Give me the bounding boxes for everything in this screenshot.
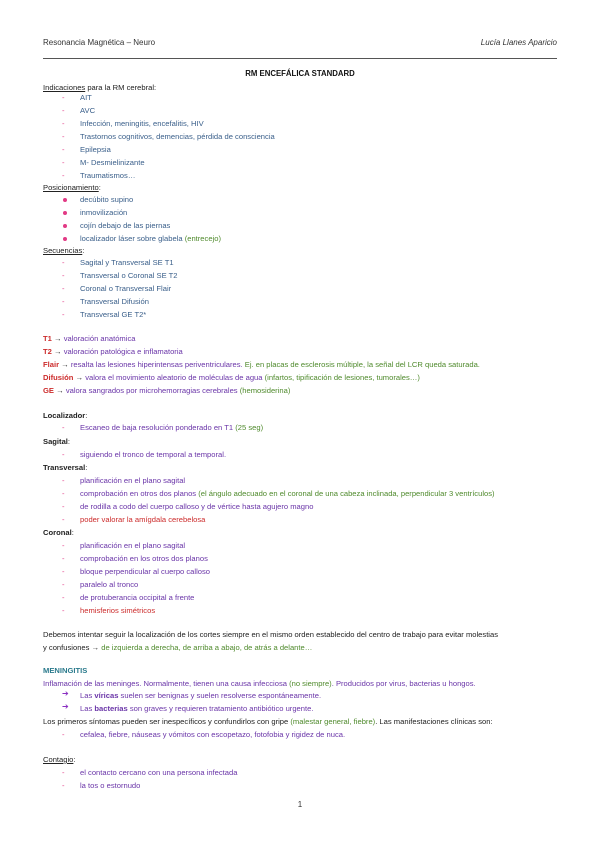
weighting-difusion: Difusión → valora el movimiento aleatorio de moléculas de agua (infartos, tipificación de lesiones, tumorales…) (43, 373, 420, 382)
list-item: decúbito supino (80, 195, 134, 204)
list-item: comprobación en otros dos planos (el ángulo adecuado en el coronal de una cabeza inclinada, perpendicular 3 ventrículos) (80, 489, 495, 498)
dash-icon: - (62, 132, 65, 141)
paragraph-line-2: y confusiones → de izquierda a derecha, de arriba a abajo, de atrás a delante… (43, 643, 313, 652)
list-item: planificación en el plano sagital (80, 541, 186, 550)
dash-icon: - (62, 593, 65, 602)
dash-icon: - (62, 284, 65, 293)
dash-icon: - (62, 271, 65, 280)
dash-icon: - (62, 515, 65, 524)
coronal-heading: Coronal: (43, 528, 74, 537)
list-item: paralelo al tronco (80, 580, 139, 589)
list-item: Transversal GE T2* (80, 310, 147, 319)
weighting-t2: T2 → valoración patológica e inflamatoria (43, 347, 183, 356)
dash-icon: - (62, 93, 65, 102)
dash-icon: - (62, 423, 65, 432)
list-item: Infección, meningitis, encefalitis, HIV (80, 119, 204, 128)
dash-icon: - (62, 768, 65, 777)
header-divider (43, 58, 557, 59)
dash-icon: - (62, 567, 65, 576)
page-number: 1 (297, 800, 303, 809)
list-item: AVC (80, 106, 96, 115)
list-item: la tos o estornudo (80, 781, 141, 790)
list-item: cojín debajo de las piernas (80, 221, 171, 230)
weighting-flair: Flair → resalta las lesiones hiperintensas periventriculares. Ej. en placas de esclerosis múltiple, la señal del LCR queda saturada. (43, 360, 480, 369)
dash-icon: - (62, 158, 65, 167)
list-item: Coronal o Transversal Flair (80, 284, 172, 293)
weighting-t1: T1 → valoración anatómica (43, 334, 136, 343)
dash-icon: - (62, 171, 65, 180)
list-item: bloque perpendicular al cuerpo calloso (80, 567, 211, 576)
list-item: comprobación en los otros dos planos (80, 554, 208, 563)
list-item: de rodilla a codo del cuerpo calloso y de vértice hasta agujero magno (80, 502, 314, 511)
list-item: siguiendo el tronco de temporal a temporal. (80, 450, 227, 459)
page-title: RM ENCEFÁLICA STANDARD (245, 69, 355, 78)
bullet-icon (63, 224, 67, 228)
dash-icon: - (62, 119, 65, 128)
list-item: localizador láser sobre glabela (entrecejo) (80, 234, 221, 243)
list-item: de protuberancia occipital a frente (80, 593, 195, 602)
list-item: Transversal Difusión (80, 297, 149, 306)
indicaciones-heading: Indicaciones para la RM cerebral: (43, 83, 157, 92)
list-item: Escaneo de baja resolución ponderado en T1 (25 seg) (80, 423, 264, 432)
list-item: el contacto cercano con una persona infectada (80, 768, 238, 777)
dash-icon: - (62, 781, 65, 790)
dash-icon: - (62, 106, 65, 115)
list-item: Las bacterias son graves y requieren tratamiento antibiótico urgente. (80, 704, 314, 713)
list-item: M- Desmielinizante (80, 158, 145, 167)
localizador-heading: Localizador: (43, 411, 88, 420)
sagital-heading: Sagital: (43, 437, 71, 446)
list-item: Trastornos cognitivos, demencias, pérdida de consciencia (80, 132, 275, 141)
paragraph-line-1: Debemos intentar seguir la localización de los cortes siempre en el mismo orden establecido del centro de trabajo para evitar molestias (43, 630, 499, 639)
dash-icon: - (62, 476, 65, 485)
meningitis-intro: Inflamación de las meninges. Normalmente, tienen una causa infecciosa (no siempre). Producidos por virus, bacterias u hongos. (43, 679, 476, 688)
list-item: Sagital y Transversal SE T1 (80, 258, 174, 267)
bullet-icon (63, 211, 67, 215)
secuencias-heading: Secuencias: (43, 246, 85, 255)
meningitis-sintomas: Los primeros síntomas pueden ser inespecíficos y confundirlos con gripe (malestar general, fiebre). Las manifestaciones clínicas son: (43, 717, 493, 726)
arrow-right-icon: ➔ (62, 689, 69, 698)
bullet-icon (63, 237, 67, 241)
dash-icon: - (62, 554, 65, 563)
weighting-ge: GE → valora sangrados por microhemorragias cerebrales (hemosiderina) (43, 386, 291, 395)
contagio-heading: Contagio: (43, 755, 76, 764)
arrow-right-icon: ➔ (62, 702, 69, 711)
list-item: planificación en el plano sagital (80, 476, 186, 485)
list-item: Las víricas suelen ser benignas y suelen resolverse espontáneamente. (80, 691, 322, 700)
posicionamiento-heading: Posicionamiento: (43, 183, 101, 192)
dash-icon: - (62, 606, 65, 615)
dash-icon: - (62, 502, 65, 511)
meningitis-heading: MENINGITIS (43, 666, 88, 675)
list-item: Epilepsia (80, 145, 111, 154)
list-item: cefalea, fiebre, náuseas y vómitos con escopetazo, fotofobia y rigidez de nuca. (80, 730, 346, 739)
header-subject: Resonancia Magnética – Neuro (43, 38, 156, 47)
dash-icon: - (62, 450, 65, 459)
dash-icon: - (62, 297, 65, 306)
dash-icon: - (62, 730, 65, 739)
dash-icon: - (62, 310, 65, 319)
list-item: Transversal o Coronal SE T2 (80, 271, 178, 280)
transversal-heading: Transversal: (43, 463, 88, 472)
dash-icon: - (62, 541, 65, 550)
bullet-icon (63, 198, 67, 202)
dash-icon: - (62, 258, 65, 267)
list-item: poder valorar la amígdala cerebelosa (80, 515, 206, 524)
dash-icon: - (62, 580, 65, 589)
list-item: inmovilización (80, 208, 128, 217)
list-item: Traumatismos… (80, 171, 136, 180)
dash-icon: - (62, 145, 65, 154)
list-item: AIT (80, 93, 92, 102)
list-item: hemisferios simétricos (80, 606, 156, 615)
dash-icon: - (62, 489, 65, 498)
header-author: Lucía Llanes Aparicio (480, 38, 557, 47)
